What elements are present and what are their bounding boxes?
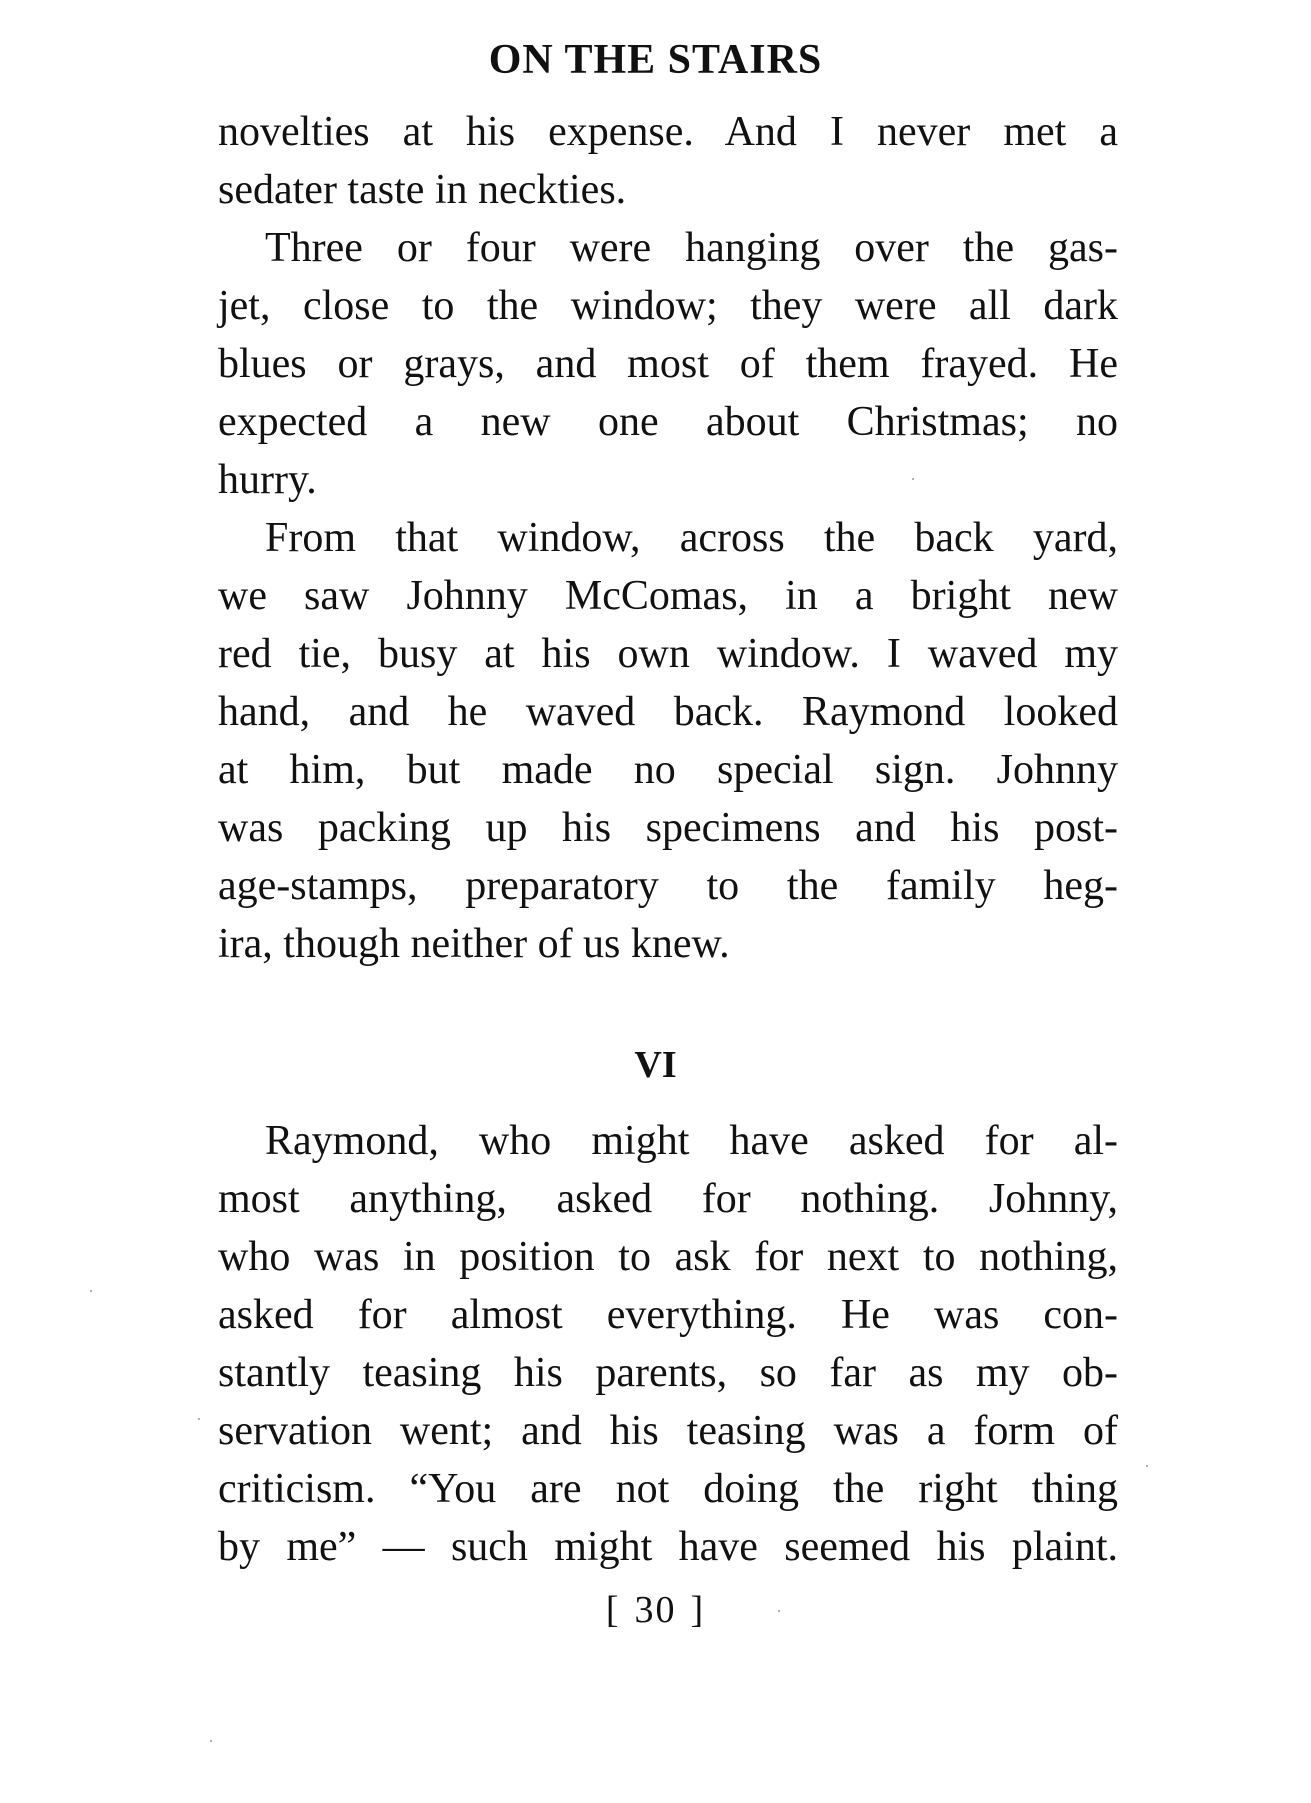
text-line: sedater taste in neckties. (218, 167, 627, 213)
text-line: by me” — such might have seemed his plaint. (218, 1524, 1118, 1570)
running-head: ON THE STAIRS (488, 37, 823, 83)
folio-number: 30 (634, 1589, 677, 1631)
text-line: expected a new one about Christmas; no (218, 399, 1118, 445)
page-number (0, 1585, 1311, 1635)
text-line: was packing up his specimens and his post- (218, 805, 1118, 851)
paragraph-continuation (218, 103, 1118, 219)
paper-speck (778, 1610, 780, 1612)
text-line: criticism. “You are not doing the right thing (218, 1466, 1118, 1512)
text-line: we saw Johnny McComas, in a bright new (218, 573, 1118, 619)
folio-close-bracket: ] (690, 1589, 706, 1631)
paragraph-raymond-johnny (218, 1112, 1118, 1576)
text-line: novelties at his expense. And I never met a (218, 109, 1118, 155)
text-line: From that window, across the back yard, (265, 515, 1118, 561)
text-line: asked for almost everything. He was con- (218, 1292, 1118, 1338)
text-line: Three or four were hanging over the gas- (265, 225, 1118, 271)
paper-speck (912, 478, 914, 480)
text-line: red tie, busy at his own window. I waved my (218, 631, 1118, 677)
text-line: age-stamps, preparatory to the family heg- (218, 863, 1118, 909)
paper-speck (210, 1740, 212, 1742)
text-line: servation went; and his teasing was a form of (218, 1408, 1118, 1454)
section-heading: VI (634, 1044, 677, 1086)
text-line: hurry. (218, 457, 317, 503)
text-line: jet, close to the window; they were all dark (218, 283, 1118, 329)
text-line: most anything, asked for nothing. Johnny, (218, 1176, 1118, 1222)
folio-open-bracket: [ (605, 1589, 621, 1631)
paper-speck (198, 1418, 200, 1420)
text-line: who was in position to ask for next to nothing, (218, 1234, 1118, 1280)
text-line: Raymond, who might have asked for al- (265, 1118, 1118, 1164)
paper-speck (1146, 1465, 1148, 1467)
paper-speck (90, 1290, 92, 1292)
text-line: stantly teasing his parents, so far as my ob- (218, 1350, 1118, 1396)
text-line: at him, but made no special sign. Johnny (218, 747, 1118, 793)
paragraph-window (218, 509, 1118, 973)
text-line: ira, though neither of us knew. (218, 921, 730, 967)
paragraph-neckties (218, 219, 1118, 509)
text-line: blues or grays, and most of them frayed. He (218, 341, 1118, 387)
text-line: hand, and he waved back. Raymond looked (218, 689, 1118, 735)
